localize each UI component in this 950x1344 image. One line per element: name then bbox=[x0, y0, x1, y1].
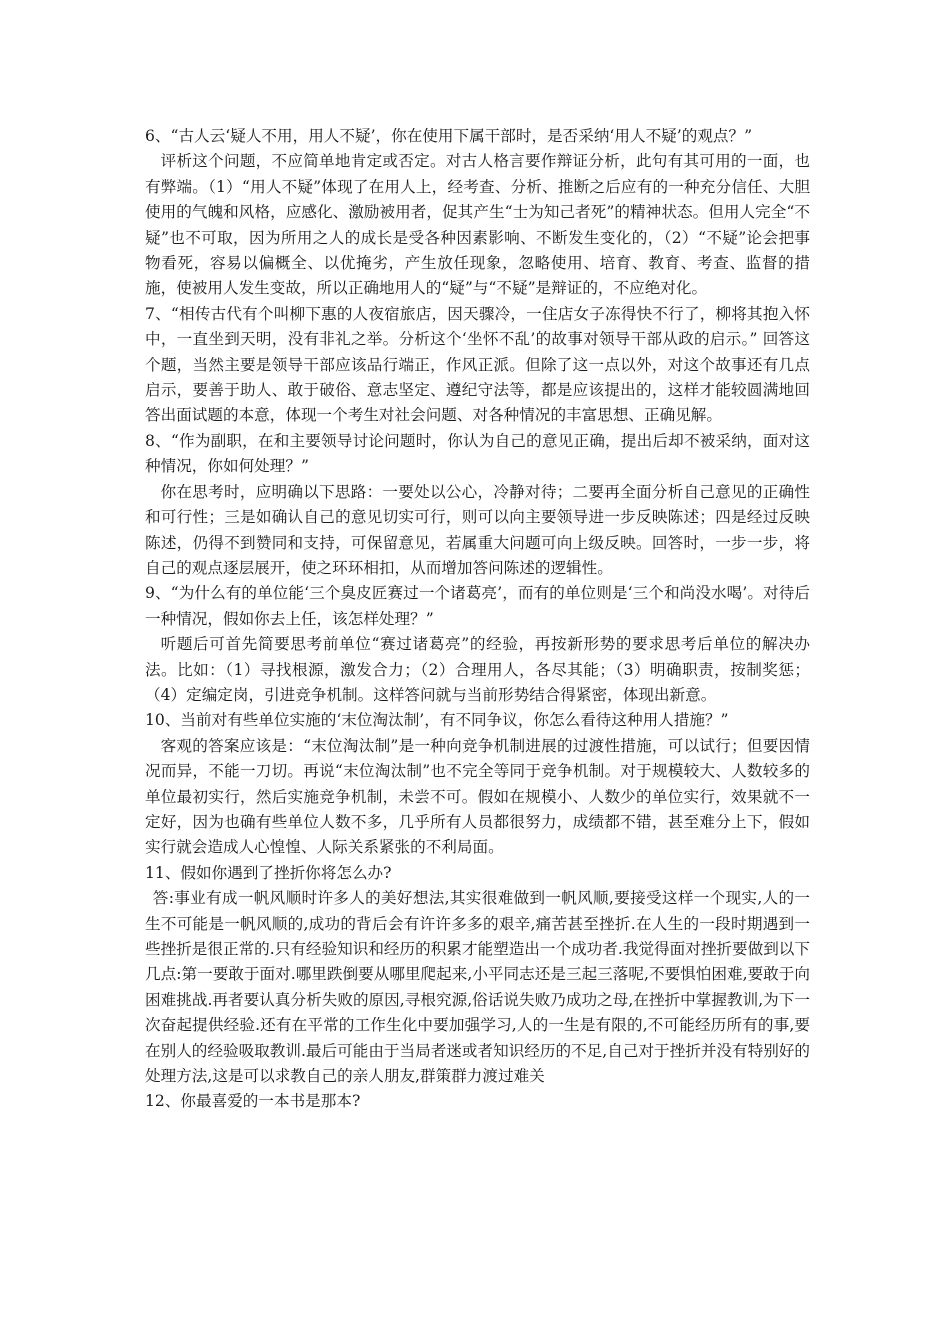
answer-11: 答:事业有成一帆风顺时许多人的美好想法,其实很难做到一帆风顺,要接受这样一个现实,人的一生不可能是一帆风顺的,成功的背后会有许许多多的艰辛,痛苦甚至挫折.在人生的一段时期遇到一些挫折是很正常的.只有经验知识和经历的积累才能塑造出一个成功者.我觉得面对挫折要做到以下几点:第一要敢于面对.哪里跌倒要从哪里爬起来,小平同志还是三起三落呢,不要惧怕困难,要敢于向困难挑战.再者要认真分析失败的原因,寻根究源,俗话说失败乃成功之母,在挫折中掌握教训,为下一次奋起提供经验.还有在平常的工作生化中要加强学习,人的一生是有限的,不可能经历所有的事,要在别人的经验吸取教训.最后可能由于当局者迷或者知识经历的不足,自己对于挫折并没有特别好的处理方法,这是可以求教自己的亲人朋友,群策群力渡过难关 bbox=[145, 889, 810, 1086]
question-10: 10、当前对有些单位实施的‘末位淘汰制’，有不同争议，你怎么看待这种用人措施？” bbox=[145, 711, 729, 730]
question-11: 11、假如你遇到了挫折你将怎么办? bbox=[145, 863, 392, 882]
answer-8: 你在思考时，应明确以下思路：一要处以公心，冷静对待；二要再全面分析自己意见的正确性和可行性；三是如确认自己的意见切实可行，则可以向主要领导进一步反映陈述；四是经过反映陈述，仍得不到赞同和支持，可保留意见，若属重大问题可向上级反映。回答时，一步一步，将自己的观点逐层展开，使之环环相扣，从而增加答问陈述的逻辑性。 bbox=[145, 482, 810, 577]
question-8: 8、“作为副职，在和主要领导讨论问题时，你认为自己的意见正确，提出后却不被采纳，面对这种情况，你如何处理？” bbox=[145, 431, 810, 476]
answer-6: 评析这个问题，不应简单地肯定或否定。对古人格言要作辩证分析，此句有其可用的一面，也有弊端。（1）“用人不疑”体现了在用人上，经考查、分析、推断之后应有的一种充分信任、大胆使用的气魄和风格，应感化、激励被用者，促其产生“士为知己者死”的精神状态。但用人完全“不疑”也不可取，因为所用之人的成长是受各种因素影响、不断发生变化的，（2）“不疑”论会把事物看死，容易以偏概全、以优掩劣，产生放任现象，忽略使用、培育、教育、考查、监督的措施，使被用人发生变故，所以正确地用人的“疑”与“不疑”是辩证的，不应绝对化。 bbox=[145, 152, 810, 298]
document-page bbox=[145, 124, 810, 1115]
question-7: 7、“相传古代有个叫柳下惠的人夜宿旅店，因天骤冷，一住店女子冻得快不行了，柳将其抱入怀中，一直坐到天明，没有非礼之举。分析这个‘坐怀不乱’的故事对领导干部从政的启示。” 回答这个题，当然主要是领导干部应该品行端正，作风正派。但除了这一点以外，对这个故事还有几点启示，要善于助人、敢于破俗、意志坚定、遵纪守法等，都是应该提出的，这样才能较圆满地回答出面试题的本意，体现一个考生对社会问题、对各种情况的丰富思想、正确见解。 bbox=[145, 304, 810, 425]
answer-10: 客观的答案应该是：“末位淘汰制”是一种向竞争机制进展的过渡性措施，可以试行；但要因情况而异，不能一刀切。再说“末位淘汰制”也不完全等同于竞争机制。对于规模较大、人数较多的单位最初实行，然后实施竞争机制，未尝不可。假如在规模小、人数少的单位实行，效果就不一定好，因为也确有些单位人数不多，几乎所有人员都很努力，成绩都不错，甚至难分上下，假如实行就会造成人心惶惶、人际关系紧张的不利局面。 bbox=[145, 736, 810, 857]
question-12: 12、你最喜爱的一本书是那本? bbox=[145, 1092, 361, 1111]
answer-9: 听题后可首先简要思考前单位“赛过诸葛亮”的经验，再按新形势的要求思考后单位的解决办法。比如：（1）寻找根源，激发合力；（2）合理用人，各尽其能；（3）明确职责，按制奖惩；（4）定编定岗，引进竞争机制。这样答问就与当前形势结合得紧密，体现出新意。 bbox=[145, 635, 810, 704]
question-6: 6、“古人云‘疑人不用，用人不疑’，你在使用下属干部时，是否采纳‘用人不疑’的观点？” bbox=[145, 127, 753, 145]
question-9: 9、“为什么有的单位能‘三个臭皮匠赛过一个诸葛亮’，而有的单位则是‘三个和尚没水喝’。对待后一种情况，假如你去上任，该怎样处理？” bbox=[145, 584, 810, 628]
